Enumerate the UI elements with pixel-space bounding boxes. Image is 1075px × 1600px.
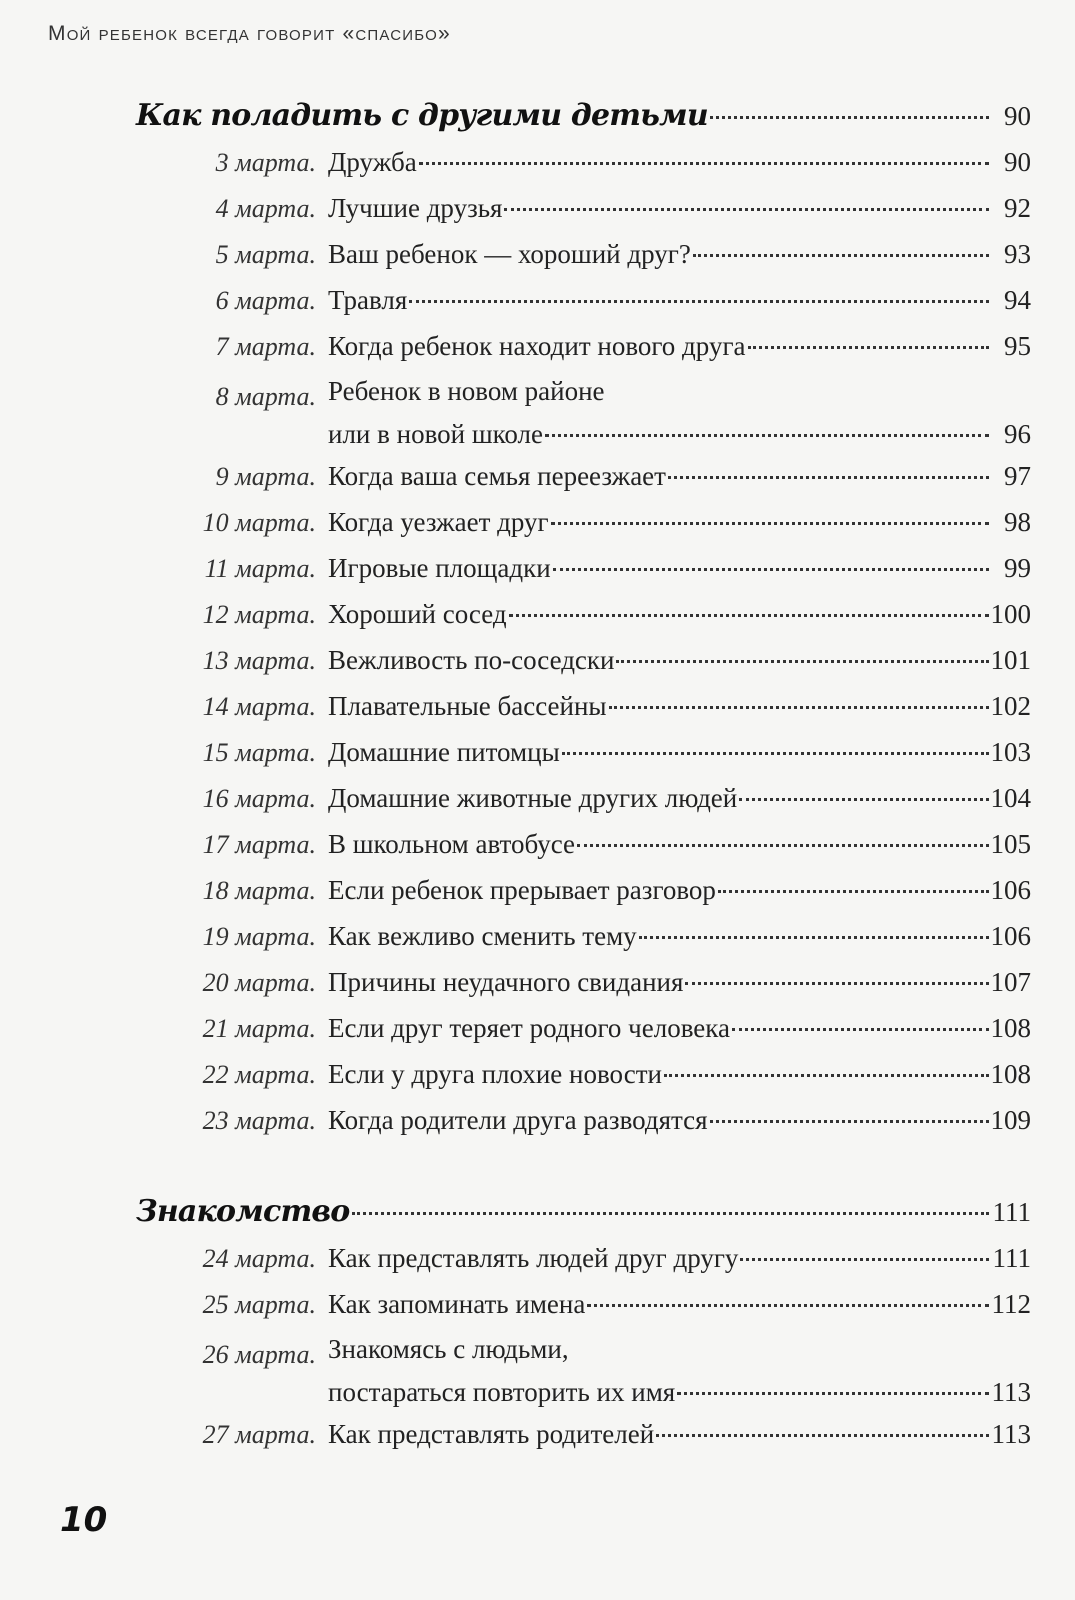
- entry-date: 20 марта.: [202, 968, 316, 997]
- dot-leader: [718, 868, 989, 893]
- entry-page-number: 101: [990, 645, 1031, 675]
- entry-line: [328, 192, 1031, 234]
- entry-line: [328, 644, 1031, 686]
- dot-leader: [732, 1006, 989, 1031]
- entry-line: [328, 146, 1031, 188]
- entry-title: Когда родители друга разводятся: [328, 1105, 708, 1135]
- toc-entry: [136, 1418, 1031, 1464]
- entry-line: [328, 598, 1031, 640]
- section-title: Знакомство: [136, 1194, 350, 1229]
- dot-leader: [685, 960, 988, 985]
- entry-line: [328, 1058, 1031, 1100]
- entry-body: [328, 506, 1031, 548]
- section-page-number: 90: [1004, 101, 1031, 131]
- entry-body: [328, 1418, 1031, 1460]
- dot-leader: [409, 278, 989, 303]
- entry-title: Домашние питомцы: [328, 737, 560, 767]
- entry-body: [328, 782, 1031, 824]
- toc-entry: [136, 1104, 1031, 1150]
- entry-page-number: 112: [991, 1289, 1031, 1319]
- entry-body: [328, 1058, 1031, 1100]
- entry-body: [328, 690, 1031, 732]
- entry-body: [328, 874, 1031, 916]
- entry-line: [328, 238, 1031, 280]
- dot-leader: [587, 1282, 989, 1307]
- dot-leader: [551, 500, 989, 525]
- entry-line: [328, 1418, 1031, 1460]
- entry-title: постараться повторить их имя: [328, 1377, 676, 1407]
- dot-leader: [710, 1098, 989, 1123]
- toc-entry: [136, 376, 1031, 460]
- entry-date: 11 марта.: [204, 554, 316, 583]
- entry-title: Как вежливо сменить тему: [328, 921, 637, 951]
- entry-line: [328, 966, 1031, 1008]
- entry-body: [328, 238, 1031, 280]
- dot-leader: [677, 1370, 989, 1395]
- entry-title: Игровые площадки: [328, 553, 551, 583]
- entry-title: Как запоминать имена: [328, 1289, 586, 1319]
- entry-line: [328, 330, 1031, 372]
- entry-title: или в новой школе: [328, 419, 543, 449]
- dot-leader: [748, 324, 990, 349]
- entry-title: Ребенок в новом районе: [328, 376, 605, 406]
- entry-date: 22 марта.: [202, 1060, 316, 1089]
- entry-body: [328, 920, 1031, 962]
- entry-line: [328, 828, 1031, 870]
- entry-line: [328, 284, 1031, 326]
- entry-page-number: 106: [990, 875, 1031, 905]
- section-page-number: 111: [992, 1197, 1031, 1227]
- entry-title: Ваш ребенок — хороший друг?: [328, 239, 691, 269]
- entry-date: 23 марта.: [202, 1106, 316, 1135]
- entry-date: 18 марта.: [202, 876, 316, 905]
- entry-line: [328, 552, 1031, 594]
- toc-entry: [136, 330, 1031, 376]
- toc-entry: [136, 1288, 1031, 1334]
- entry-title: Причины неудачного свидания: [328, 967, 684, 997]
- toc-section-heading: [136, 98, 1031, 146]
- entry-page-number: 96: [1004, 419, 1031, 449]
- entry-body: [328, 828, 1031, 870]
- entry-title: Знакомясь с людьми,: [328, 1334, 569, 1364]
- entry-date: 17 марта.: [202, 830, 316, 859]
- entry-page-number: 103: [990, 737, 1031, 767]
- dot-leader: [668, 454, 989, 479]
- entry-title: Как представлять людей друг другу: [328, 1243, 739, 1273]
- entry-page-number: 105: [990, 829, 1031, 859]
- entry-title: Плавательные бассейны: [328, 691, 607, 721]
- entry-date: 9 марта.: [215, 462, 316, 491]
- entry-date: 13 марта.: [202, 646, 316, 675]
- dot-leader: [562, 730, 989, 755]
- entry-title: Травля: [328, 285, 408, 315]
- dot-leader: [553, 546, 989, 571]
- entry-date: 5 марта.: [215, 240, 316, 269]
- entry-line: [328, 1242, 1031, 1284]
- entry-body: [328, 1288, 1031, 1330]
- dot-leader: [609, 684, 989, 709]
- entry-body: [328, 1012, 1031, 1054]
- entry-line: [328, 690, 1031, 732]
- entry-body: [328, 146, 1031, 188]
- entry-body: [328, 1334, 1031, 1418]
- dot-leader: [545, 412, 989, 437]
- entry-date: 7 марта.: [215, 332, 316, 361]
- entry-title: Когда ваша семья переезжает: [328, 461, 666, 491]
- entry-date: 16 марта.: [202, 784, 316, 813]
- entry-line: [328, 1288, 1031, 1330]
- entry-page-number: 97: [1004, 461, 1031, 491]
- toc-entry: [136, 1334, 1031, 1418]
- entry-page-number: 99: [1004, 553, 1031, 583]
- dot-leader: [740, 1236, 989, 1261]
- section-title: Как поладить с другими детьми: [136, 98, 708, 133]
- entry-page-number: 106: [990, 921, 1031, 951]
- dot-leader: [509, 592, 989, 617]
- dot-leader: [504, 186, 989, 211]
- entry-page-number: 94: [1004, 285, 1031, 315]
- running-head: Мой ребенок всегда говорит «спасибо»: [48, 22, 451, 45]
- entry-line: [328, 782, 1031, 824]
- entry-page-number: 92: [1004, 193, 1031, 223]
- entry-date: 3 марта.: [215, 148, 316, 177]
- entry-date: 12 марта.: [202, 600, 316, 629]
- entry-body: [328, 284, 1031, 326]
- dot-leader: [664, 1052, 989, 1077]
- dot-leader: [739, 776, 988, 801]
- entry-date: 10 марта.: [202, 508, 316, 537]
- entry-title: Хороший сосед: [328, 599, 507, 629]
- entry-page-number: 113: [991, 1377, 1031, 1407]
- entry-page-number: 108: [990, 1013, 1031, 1043]
- entry-line: [328, 506, 1031, 548]
- entry-date: 26 марта.: [202, 1340, 316, 1369]
- entry-date: 14 марта.: [202, 692, 316, 721]
- entry-page-number: 113: [991, 1419, 1031, 1449]
- entry-title: Если у друга плохие новости: [328, 1059, 662, 1089]
- entry-body: [328, 1104, 1031, 1146]
- entry-line: [328, 1012, 1031, 1054]
- entry-date: 21 марта.: [202, 1014, 316, 1043]
- entry-date: 8 марта.: [215, 382, 316, 411]
- entry-title: Вежливость по-соседски: [328, 645, 615, 675]
- entry-page-number: 107: [990, 967, 1031, 997]
- entry-date: 27 марта.: [202, 1420, 316, 1449]
- dot-leader: [616, 638, 988, 663]
- dot-leader: [656, 1412, 989, 1437]
- entry-body: [328, 192, 1031, 234]
- entry-date: 24 марта.: [202, 1244, 316, 1273]
- entry-title: Если ребенок прерывает разговор: [328, 875, 716, 905]
- dot-leader: [639, 914, 989, 939]
- toc-section-heading: [136, 1194, 1031, 1242]
- entry-body: [328, 330, 1031, 372]
- entry-title: Как представлять родителей: [328, 1419, 655, 1449]
- entry-title: Если друг теряет родного человека: [328, 1013, 730, 1043]
- entry-line: [328, 1104, 1031, 1146]
- table-of-contents: [136, 98, 1031, 1464]
- entry-page-number: 93: [1004, 239, 1031, 269]
- entry-page-number: 90: [1004, 147, 1031, 177]
- entry-body: [328, 736, 1031, 778]
- entry-page-number: 102: [990, 691, 1031, 721]
- entry-title: Лучшие друзья: [328, 193, 503, 223]
- entry-line: [328, 736, 1031, 778]
- entry-date: 4 марта.: [215, 194, 316, 223]
- entry-body: [328, 598, 1031, 640]
- entry-line: [328, 920, 1031, 962]
- entry-page-number: 95: [1004, 331, 1031, 361]
- entry-date: 25 марта.: [202, 1290, 316, 1319]
- entry-title: Когда уезжает друг: [328, 507, 549, 537]
- entry-title: Когда ребенок находит нового друга: [328, 331, 746, 361]
- entry-body: [328, 644, 1031, 686]
- entry-page-number: 104: [990, 783, 1031, 813]
- entry-title: Дружба: [328, 147, 417, 177]
- entry-page-number: 100: [990, 599, 1031, 629]
- entry-date: 19 марта.: [202, 922, 316, 951]
- dot-leader: [352, 1190, 990, 1215]
- dot-leader: [577, 822, 988, 847]
- entry-body: [328, 460, 1031, 502]
- entry-title: Домашние животные других людей: [328, 783, 738, 813]
- entry-line: [328, 460, 1031, 502]
- entry-title: В школьном автобусе: [328, 829, 576, 859]
- dot-leader: [693, 232, 989, 257]
- entry-line: [328, 874, 1031, 916]
- entry-body: [328, 552, 1031, 594]
- entry-body: [328, 376, 1031, 460]
- entry-page-number: 108: [990, 1059, 1031, 1089]
- entry-page-number: 109: [990, 1105, 1031, 1135]
- entry-page-number: 111: [992, 1243, 1031, 1273]
- dot-leader: [710, 94, 989, 119]
- entry-page-number: 98: [1004, 507, 1031, 537]
- dot-leader: [419, 140, 989, 165]
- entry-body: [328, 966, 1031, 1008]
- page-number: 10: [60, 1500, 108, 1540]
- entry-date: 15 марта.: [202, 738, 316, 767]
- entry-body: [328, 1242, 1031, 1284]
- entry-date: 6 марта.: [215, 286, 316, 315]
